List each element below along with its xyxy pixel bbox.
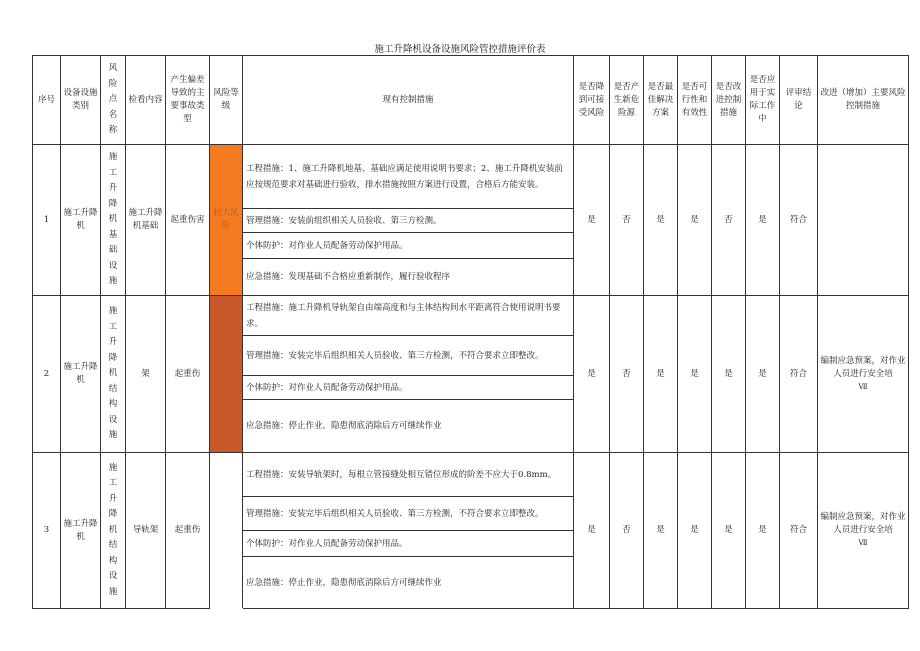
header-seq: 序号	[33, 56, 61, 145]
cell-category: 施工升降机	[61, 145, 101, 296]
cell-new-hazard: 否	[610, 453, 644, 609]
cell-category: 施工升降机	[61, 453, 101, 609]
cell-accident: 起重伤	[166, 296, 210, 453]
risk-point-char: 机	[108, 524, 118, 535]
cell-applicable: 是	[746, 296, 780, 453]
cell-risk-point	[101, 145, 126, 296]
cell-feasible: 是	[678, 453, 712, 609]
header-risk-point	[101, 56, 126, 145]
cell-controls	[243, 453, 574, 609]
control-engineering: 工程措施：施工升降机导轨架自由端高度和与主体结构间水平距离符合使用说明书要求。	[243, 296, 573, 336]
header-risk-level: 风险等级	[210, 56, 243, 145]
risk-point-char: 升	[108, 337, 118, 348]
cell-acceptable: 是	[574, 296, 610, 453]
cell-improve-measures	[818, 296, 909, 453]
risk-point-char: 升	[108, 493, 118, 504]
risk-point-char: 结	[108, 383, 118, 394]
cell-seq: 1	[33, 145, 61, 296]
header-conclusion: 评审结论	[780, 56, 818, 145]
cell-best-plan: 是	[644, 453, 678, 609]
control-engineering: 工程措施：1、施工升降机地基、基础应满足使用说明书要求；2、施工升降机安装前应按规范要求对基础进行验收，排水措施按照方案进行设置，合格后方能安装。	[243, 145, 573, 209]
header-new-hazard: 是否产生新危险源	[610, 56, 644, 145]
header-inspection: 检看内容	[126, 56, 166, 145]
risk-point-char: 点	[108, 94, 118, 105]
risk-evaluation-table	[32, 55, 909, 609]
risk-level-badge	[210, 296, 243, 453]
cell-category: 施工升降机	[61, 296, 101, 453]
risk-point-char: 工	[108, 321, 118, 332]
risk-point-char: 降	[108, 198, 118, 209]
header-feasible: 是否可行性和有效性	[678, 56, 712, 145]
risk-level-badge	[210, 453, 243, 609]
cell-risk-point	[101, 296, 126, 453]
header-improved: 是否改进控制措施	[712, 56, 746, 145]
risk-point-char: 设	[108, 414, 118, 425]
risk-point-char: 施	[108, 586, 118, 597]
cell-best-plan: 是	[644, 145, 678, 296]
risk-point-char: 础	[108, 245, 118, 256]
risk-point-char: 工	[108, 478, 118, 489]
control-emergency: 应急措施：停止作业，隐患彻底消除后方可继续作业	[246, 577, 442, 588]
risk-point-char: 风	[108, 63, 118, 74]
header-accident: 产生偏差导致的主要事故类型	[166, 56, 210, 145]
header-row	[33, 56, 909, 145]
cell-seq: 3	[33, 453, 61, 609]
risk-point-char: 构	[108, 399, 118, 410]
header-controls: 现有控制措施	[243, 56, 574, 145]
control-engineering: 工程措施：安装导轨架时，每根立管接缝处相互错位形成的阶差不应大于0.8mm。	[243, 453, 573, 497]
risk-point-char: 施	[108, 276, 118, 287]
cell-conclusion: 符合	[780, 296, 818, 453]
cell-applicable: 是	[746, 453, 780, 609]
cell-improved: 是	[712, 453, 746, 609]
cell-conclusion: 符合	[780, 145, 818, 296]
header-acceptable: 是否降到可接受风险	[574, 56, 610, 145]
table-row	[33, 453, 909, 609]
cell-conclusion: 符合	[780, 453, 818, 609]
cell-seq: 2	[33, 296, 61, 453]
improve-text: 编制应急预案，对作业人员进行安全培	[820, 512, 906, 535]
cell-new-hazard: 否	[610, 296, 644, 453]
cell-controls	[243, 296, 574, 453]
cell-improved: 否	[712, 145, 746, 296]
risk-point-char: 工	[108, 167, 118, 178]
control-ppe: 个体防护：对作业人员配备劳动保护用品。	[243, 376, 573, 400]
risk-point-char: 名	[108, 109, 118, 120]
risk-point-char: 施	[108, 462, 118, 473]
risk-level-badge: 较大风险	[210, 145, 243, 296]
risk-point-char: 施	[108, 430, 118, 441]
cell-risk-point	[101, 453, 126, 609]
table-row	[33, 145, 909, 296]
cell-inspection: 架	[126, 296, 166, 453]
risk-point-char: 设	[108, 571, 118, 582]
risk-point-char: 机	[108, 368, 118, 379]
risk-point-char: 施	[108, 152, 118, 163]
risk-point-char: 称	[108, 125, 118, 136]
improve-sub: Ⅶ	[858, 382, 868, 391]
header-category: 设备设施类别	[61, 56, 101, 145]
improve-text: 编制应急预案，对作业人员进行安全培	[820, 355, 906, 379]
control-management: 管理措施：安装完毕后组织相关人员验收、第三方检测，不符合要求立即整改。	[243, 497, 573, 531]
risk-point-char: 施	[108, 306, 118, 317]
cell-new-hazard: 否	[610, 145, 644, 296]
risk-point-char: 降	[108, 352, 118, 363]
control-management: 管理措施：安装完毕后组织相关人员验收、第三方检测，不符合要求立即整改。	[243, 336, 573, 376]
risk-point-char: 结	[108, 540, 118, 551]
cell-acceptable: 是	[574, 453, 610, 609]
control-ppe: 个体防护：对作业人员配备劳动保护用品。	[243, 531, 573, 557]
risk-point-char: 设	[108, 260, 118, 271]
cell-feasible: 是	[678, 296, 712, 453]
header-applicable: 是否应用于实际工作中	[746, 56, 780, 145]
risk-point-char: 降	[108, 509, 118, 520]
cell-improved: 是	[712, 296, 746, 453]
cell-inspection: 施工升降机基础	[126, 145, 166, 296]
control-emergency: 应急措施：发现基础不合格应重新制作，履行验收程序	[246, 272, 451, 282]
cell-feasible: 是	[678, 145, 712, 296]
cell-controls	[243, 145, 574, 296]
risk-point-char: 险	[108, 78, 118, 89]
cell-improve-measures	[818, 145, 909, 296]
risk-point-char: 机	[108, 214, 118, 225]
cell-accident: 起重伤害	[166, 145, 210, 296]
control-management: 管理措施：安装前组织相关人员验收、第三方检测。	[243, 209, 573, 233]
cell-acceptable: 是	[574, 145, 610, 296]
risk-point-char: 构	[108, 555, 118, 566]
improve-sub: Ⅶ	[858, 539, 868, 547]
risk-point-char: 升	[108, 183, 118, 194]
control-ppe: 个体防护：对作业人员配备劳动保护用品。	[243, 233, 573, 259]
page-title: 施工升降机设备设施风险管控措施评价表	[374, 44, 546, 55]
cell-improve-measures	[818, 453, 909, 609]
control-emergency: 应急措施：停止作业，隐患彻底消除后方可继续作业	[246, 421, 442, 431]
header-improve-measures: 改进（增加）主要风险控制措施	[818, 56, 909, 145]
header-best-plan: 是否最佳解决方案	[644, 56, 678, 145]
risk-point-char: 基	[108, 229, 118, 240]
table-row	[33, 296, 909, 453]
cell-inspection: 导轨架	[126, 453, 166, 609]
cell-applicable: 是	[746, 145, 780, 296]
cell-best-plan: 是	[644, 296, 678, 453]
cell-accident: 起重伤	[166, 453, 210, 609]
